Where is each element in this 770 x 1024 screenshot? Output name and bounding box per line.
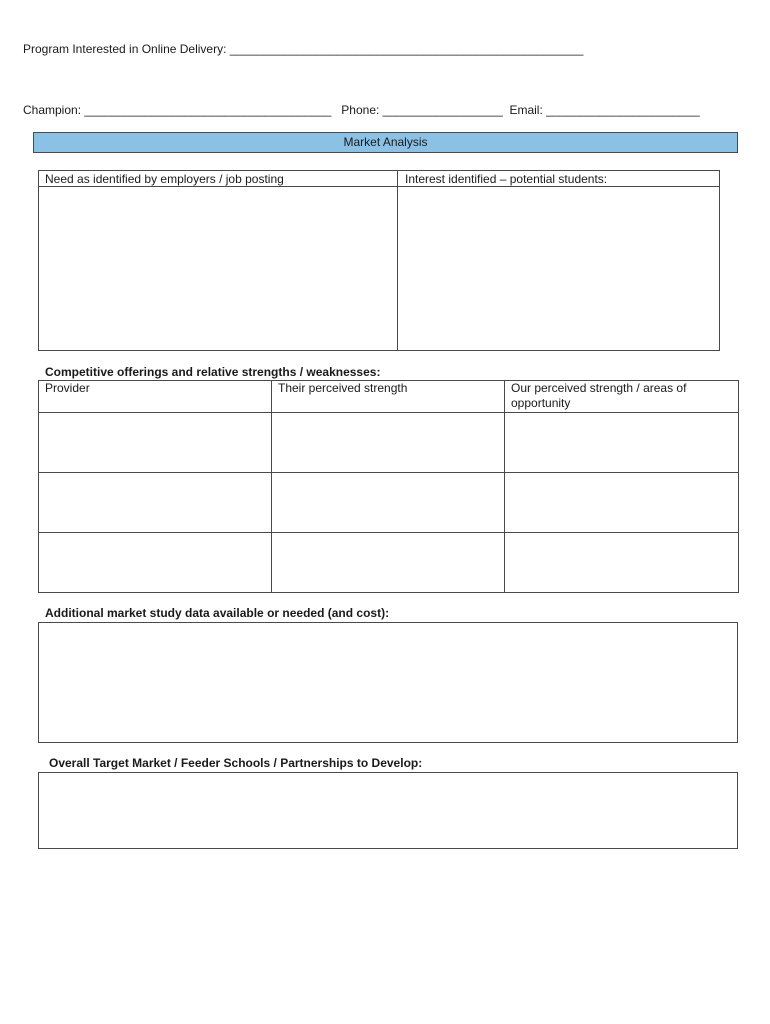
their-strength-cell[interactable]	[272, 413, 505, 473]
provider-cell[interactable]	[39, 473, 272, 533]
our-strength-cell[interactable]	[505, 533, 739, 593]
our-strength-cell[interactable]	[505, 473, 739, 533]
student-interest-field[interactable]	[399, 188, 719, 350]
employer-need-field[interactable]	[40, 188, 396, 350]
champion-contact-fields[interactable]: Champion: _____________________________________ Phone: __________________ Email: _______________________	[23, 103, 700, 117]
market-analysis-banner: Market Analysis	[33, 132, 738, 153]
column-header-provider: Provider	[39, 381, 272, 413]
table-row	[39, 533, 739, 593]
overall-target-market-heading: Overall Target Market / Feeder Schools / Partnerships to Develop:	[49, 756, 423, 770]
market-need-interest-box	[38, 170, 720, 351]
their-strength-cell[interactable]	[272, 473, 505, 533]
our-strength-cell[interactable]	[505, 413, 739, 473]
program-interested-field[interactable]: Program Interested in Online Delivery: _____________________________________________________	[23, 42, 584, 56]
provider-cell[interactable]	[39, 413, 272, 473]
table-row	[39, 413, 739, 473]
competitive-offerings-table	[38, 380, 739, 593]
student-interest-label: Interest identified – potential students:	[405, 172, 608, 186]
column-divider	[397, 171, 398, 350]
additional-market-data-heading: Additional market study data available or needed (and cost):	[45, 606, 390, 620]
their-strength-cell[interactable]	[272, 533, 505, 593]
employer-need-label: Need as identified by employers / job posting	[45, 172, 284, 186]
table-header-row	[39, 381, 739, 413]
competitive-offerings-heading: Competitive offerings and relative strengths / weaknesses:	[45, 365, 381, 379]
header-divider	[39, 186, 719, 187]
provider-cell[interactable]	[39, 533, 272, 593]
overall-target-market-field[interactable]	[38, 772, 738, 849]
additional-market-data-field[interactable]	[38, 622, 738, 743]
table-row	[39, 473, 739, 533]
column-header-our-strength: Our perceived strength / areas of opportunity	[505, 381, 739, 413]
column-header-their-strength: Their perceived strength	[272, 381, 505, 413]
